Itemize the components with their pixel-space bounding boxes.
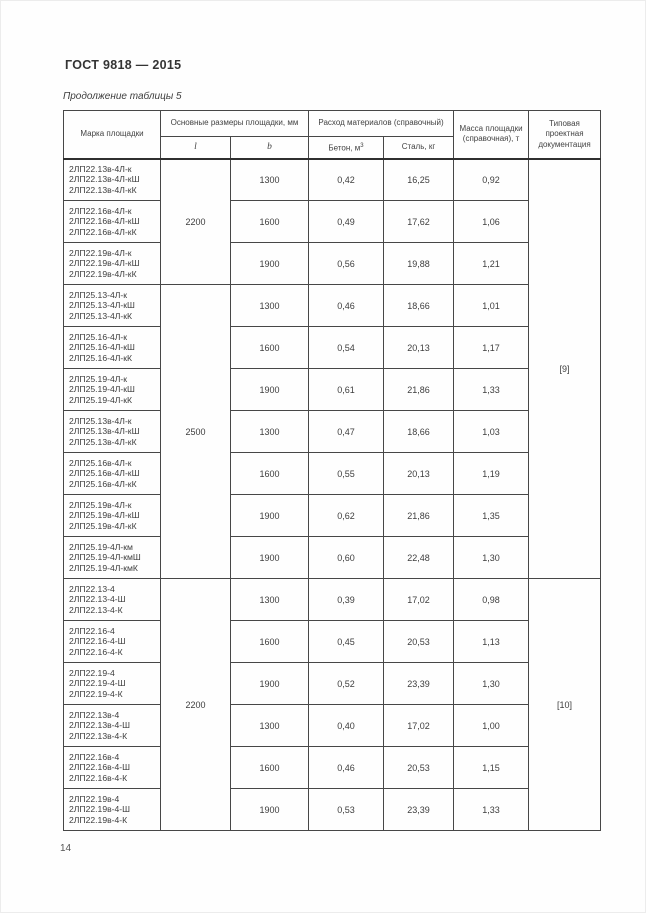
mass-cell: 0,98 (454, 579, 529, 621)
steel-cell: 20,53 (384, 621, 454, 663)
mark-cell: 2ЛП22.13в-4 2ЛП22.13в-4-Ш 2ЛП22.13в-4-К (64, 705, 161, 747)
width-cell: 1900 (231, 789, 309, 831)
mark-cell: 2ЛП25.13-4Л-к 2ЛП25.13-4Л-кШ 2ЛП25.13-4Л-кК (64, 285, 161, 327)
concrete-cell: 0,46 (309, 747, 384, 789)
table-row (64, 201, 601, 243)
col-header-width (231, 137, 309, 159)
steel-cell: 19,88 (384, 243, 454, 285)
mark-cell: 2ЛП22.19-4 2ЛП22.19-4-Ш 2ЛП22.19-4-К (64, 663, 161, 705)
page-number: 14 (60, 843, 72, 854)
table-row (64, 663, 601, 705)
table-row (64, 495, 601, 537)
steel-cell: 20,13 (384, 453, 454, 495)
width-cell: 1300 (231, 285, 309, 327)
steel-cell: 18,66 (384, 285, 454, 327)
width-cell: 1900 (231, 537, 309, 579)
mass-cell: 0,92 (454, 159, 529, 201)
concrete-cell: 0,54 (309, 327, 384, 369)
width-cell: 1600 (231, 453, 309, 495)
mark-cell: 2ЛП25.13в-4Л-к 2ЛП25.13в-4Л-кШ 2ЛП25.13в-4Л-кК (64, 411, 161, 453)
mass-cell: 1,06 (454, 201, 529, 243)
table-row (64, 411, 601, 453)
length-cell: 2200 (161, 579, 231, 831)
mass-cell: 1,19 (454, 453, 529, 495)
steel-cell: 21,86 (384, 495, 454, 537)
table-row (64, 705, 601, 747)
mark-cell: 2ЛП22.16-4 2ЛП22.16-4-Ш 2ЛП22.16-4-К (64, 621, 161, 663)
cubic-superscript: 3 (360, 142, 364, 149)
mark-cell: 2ЛП22.13-4 2ЛП22.13-4-Ш 2ЛП22.13-4-К (64, 579, 161, 621)
doc-reference-cell: [9] (529, 159, 601, 579)
length-cell: 2200 (161, 159, 231, 285)
steel-cell: 17,02 (384, 579, 454, 621)
mark-cell: 2ЛП22.19в-4 2ЛП22.19в-4-Ш 2ЛП22.19в-4-К (64, 789, 161, 831)
col-header-mass: Масса площадки (справочная), т (454, 111, 529, 159)
col-header-dimensions-group: Основные размеры площадки, мм (161, 111, 309, 137)
steel-cell: 20,13 (384, 327, 454, 369)
mark-cell: 2ЛП25.19-4Л-км 2ЛП25.19-4Л-кмШ 2ЛП25.19-4Л-кмК (64, 537, 161, 579)
mass-cell: 1,15 (454, 747, 529, 789)
concrete-cell: 0,60 (309, 537, 384, 579)
mass-cell: 1,35 (454, 495, 529, 537)
width-cell: 1900 (231, 369, 309, 411)
table-row (64, 621, 601, 663)
mass-cell: 1,33 (454, 369, 529, 411)
table-body (64, 159, 601, 831)
width-cell: 1600 (231, 327, 309, 369)
mass-cell: 1,13 (454, 621, 529, 663)
concrete-cell: 0,55 (309, 453, 384, 495)
concrete-cell: 0,40 (309, 705, 384, 747)
col-header-steel: Сталь, кг (384, 137, 454, 159)
steel-cell: 23,39 (384, 789, 454, 831)
col-header-marka: Марка площадки (64, 111, 161, 159)
mark-cell: 2ЛП25.16в-4Л-к 2ЛП25.16в-4Л-кШ 2ЛП25.16в-4Л-кК (64, 453, 161, 495)
length-symbol: l (194, 142, 197, 152)
mark-cell: 2ЛП22.16в-4 2ЛП22.16в-4-Ш 2ЛП22.16в-4-К (64, 747, 161, 789)
concrete-cell: 0,61 (309, 369, 384, 411)
steel-cell: 16,25 (384, 159, 454, 201)
width-cell: 1900 (231, 663, 309, 705)
width-cell: 1900 (231, 243, 309, 285)
mass-cell: 1,00 (454, 705, 529, 747)
steel-cell: 22,48 (384, 537, 454, 579)
mass-cell: 1,01 (454, 285, 529, 327)
concrete-cell: 0,42 (309, 159, 384, 201)
mark-cell: 2ЛП22.16в-4Л-к 2ЛП22.16в-4Л-кШ 2ЛП22.16в-4Л-кК (64, 201, 161, 243)
width-cell: 1600 (231, 747, 309, 789)
concrete-cell: 0,52 (309, 663, 384, 705)
table-row (64, 789, 601, 831)
mass-cell: 1,33 (454, 789, 529, 831)
table-row (64, 369, 601, 411)
width-cell: 1600 (231, 621, 309, 663)
table-row (64, 327, 601, 369)
mark-cell: 2ЛП25.19-4Л-к 2ЛП25.19-4Л-кШ 2ЛП25.19-4Л-кК (64, 369, 161, 411)
table-row (64, 453, 601, 495)
col-header-length (161, 137, 231, 159)
col-header-consumption-group: Расход материалов (справочный) (309, 111, 454, 137)
concrete-cell: 0,45 (309, 621, 384, 663)
width-cell: 1300 (231, 705, 309, 747)
width-cell: 1300 (231, 159, 309, 201)
col-header-docs: Типовая проектная документация (529, 111, 601, 159)
steel-cell: 20,53 (384, 747, 454, 789)
concrete-cell: 0,46 (309, 285, 384, 327)
mass-cell: 1,21 (454, 243, 529, 285)
header-row-groups (64, 111, 601, 137)
width-symbol: b (267, 142, 272, 152)
table-row (64, 159, 601, 201)
steel-cell: 18,66 (384, 411, 454, 453)
steel-cell: 23,39 (384, 663, 454, 705)
mark-cell: 2ЛП25.16-4Л-к 2ЛП25.16-4Л-кШ 2ЛП25.16-4Л-кК (64, 327, 161, 369)
doc-title: ГОСТ 9818 — 2015 (65, 58, 182, 72)
concrete-cell: 0,62 (309, 495, 384, 537)
mass-cell: 1,30 (454, 663, 529, 705)
mark-cell: 2ЛП22.19в-4Л-к 2ЛП22.19в-4Л-кШ 2ЛП22.19в-4Л-кК (64, 243, 161, 285)
mark-cell: 2ЛП22.13в-4Л-к 2ЛП22.13в-4Л-кШ 2ЛП22.13в-4Л-кК (64, 159, 161, 201)
specs-table (63, 110, 601, 831)
concrete-cell: 0,49 (309, 201, 384, 243)
width-cell: 1300 (231, 579, 309, 621)
steel-cell: 17,02 (384, 705, 454, 747)
concrete-cell: 0,56 (309, 243, 384, 285)
concrete-cell: 0,39 (309, 579, 384, 621)
concrete-cell: 0,47 (309, 411, 384, 453)
table-header (64, 111, 601, 159)
mass-cell: 1,30 (454, 537, 529, 579)
mark-cell: 2ЛП25.19в-4Л-к 2ЛП25.19в-4Л-кШ 2ЛП25.19в-4Л-кК (64, 495, 161, 537)
steel-cell: 17,62 (384, 201, 454, 243)
table-row (64, 537, 601, 579)
length-cell: 2500 (161, 285, 231, 579)
table-row (64, 285, 601, 327)
width-cell: 1900 (231, 495, 309, 537)
concrete-cell: 0,53 (309, 789, 384, 831)
table-row (64, 579, 601, 621)
mass-cell: 1,17 (454, 327, 529, 369)
table-caption: Продолжение таблицы 5 (63, 91, 182, 102)
table-row (64, 747, 601, 789)
mass-cell: 1,03 (454, 411, 529, 453)
width-cell: 1300 (231, 411, 309, 453)
doc-reference-cell: [10] (529, 579, 601, 831)
width-cell: 1600 (231, 201, 309, 243)
col-header-concrete: Бетон, $м^3$ (309, 137, 384, 159)
steel-cell: 21,86 (384, 369, 454, 411)
table-row (64, 243, 601, 285)
